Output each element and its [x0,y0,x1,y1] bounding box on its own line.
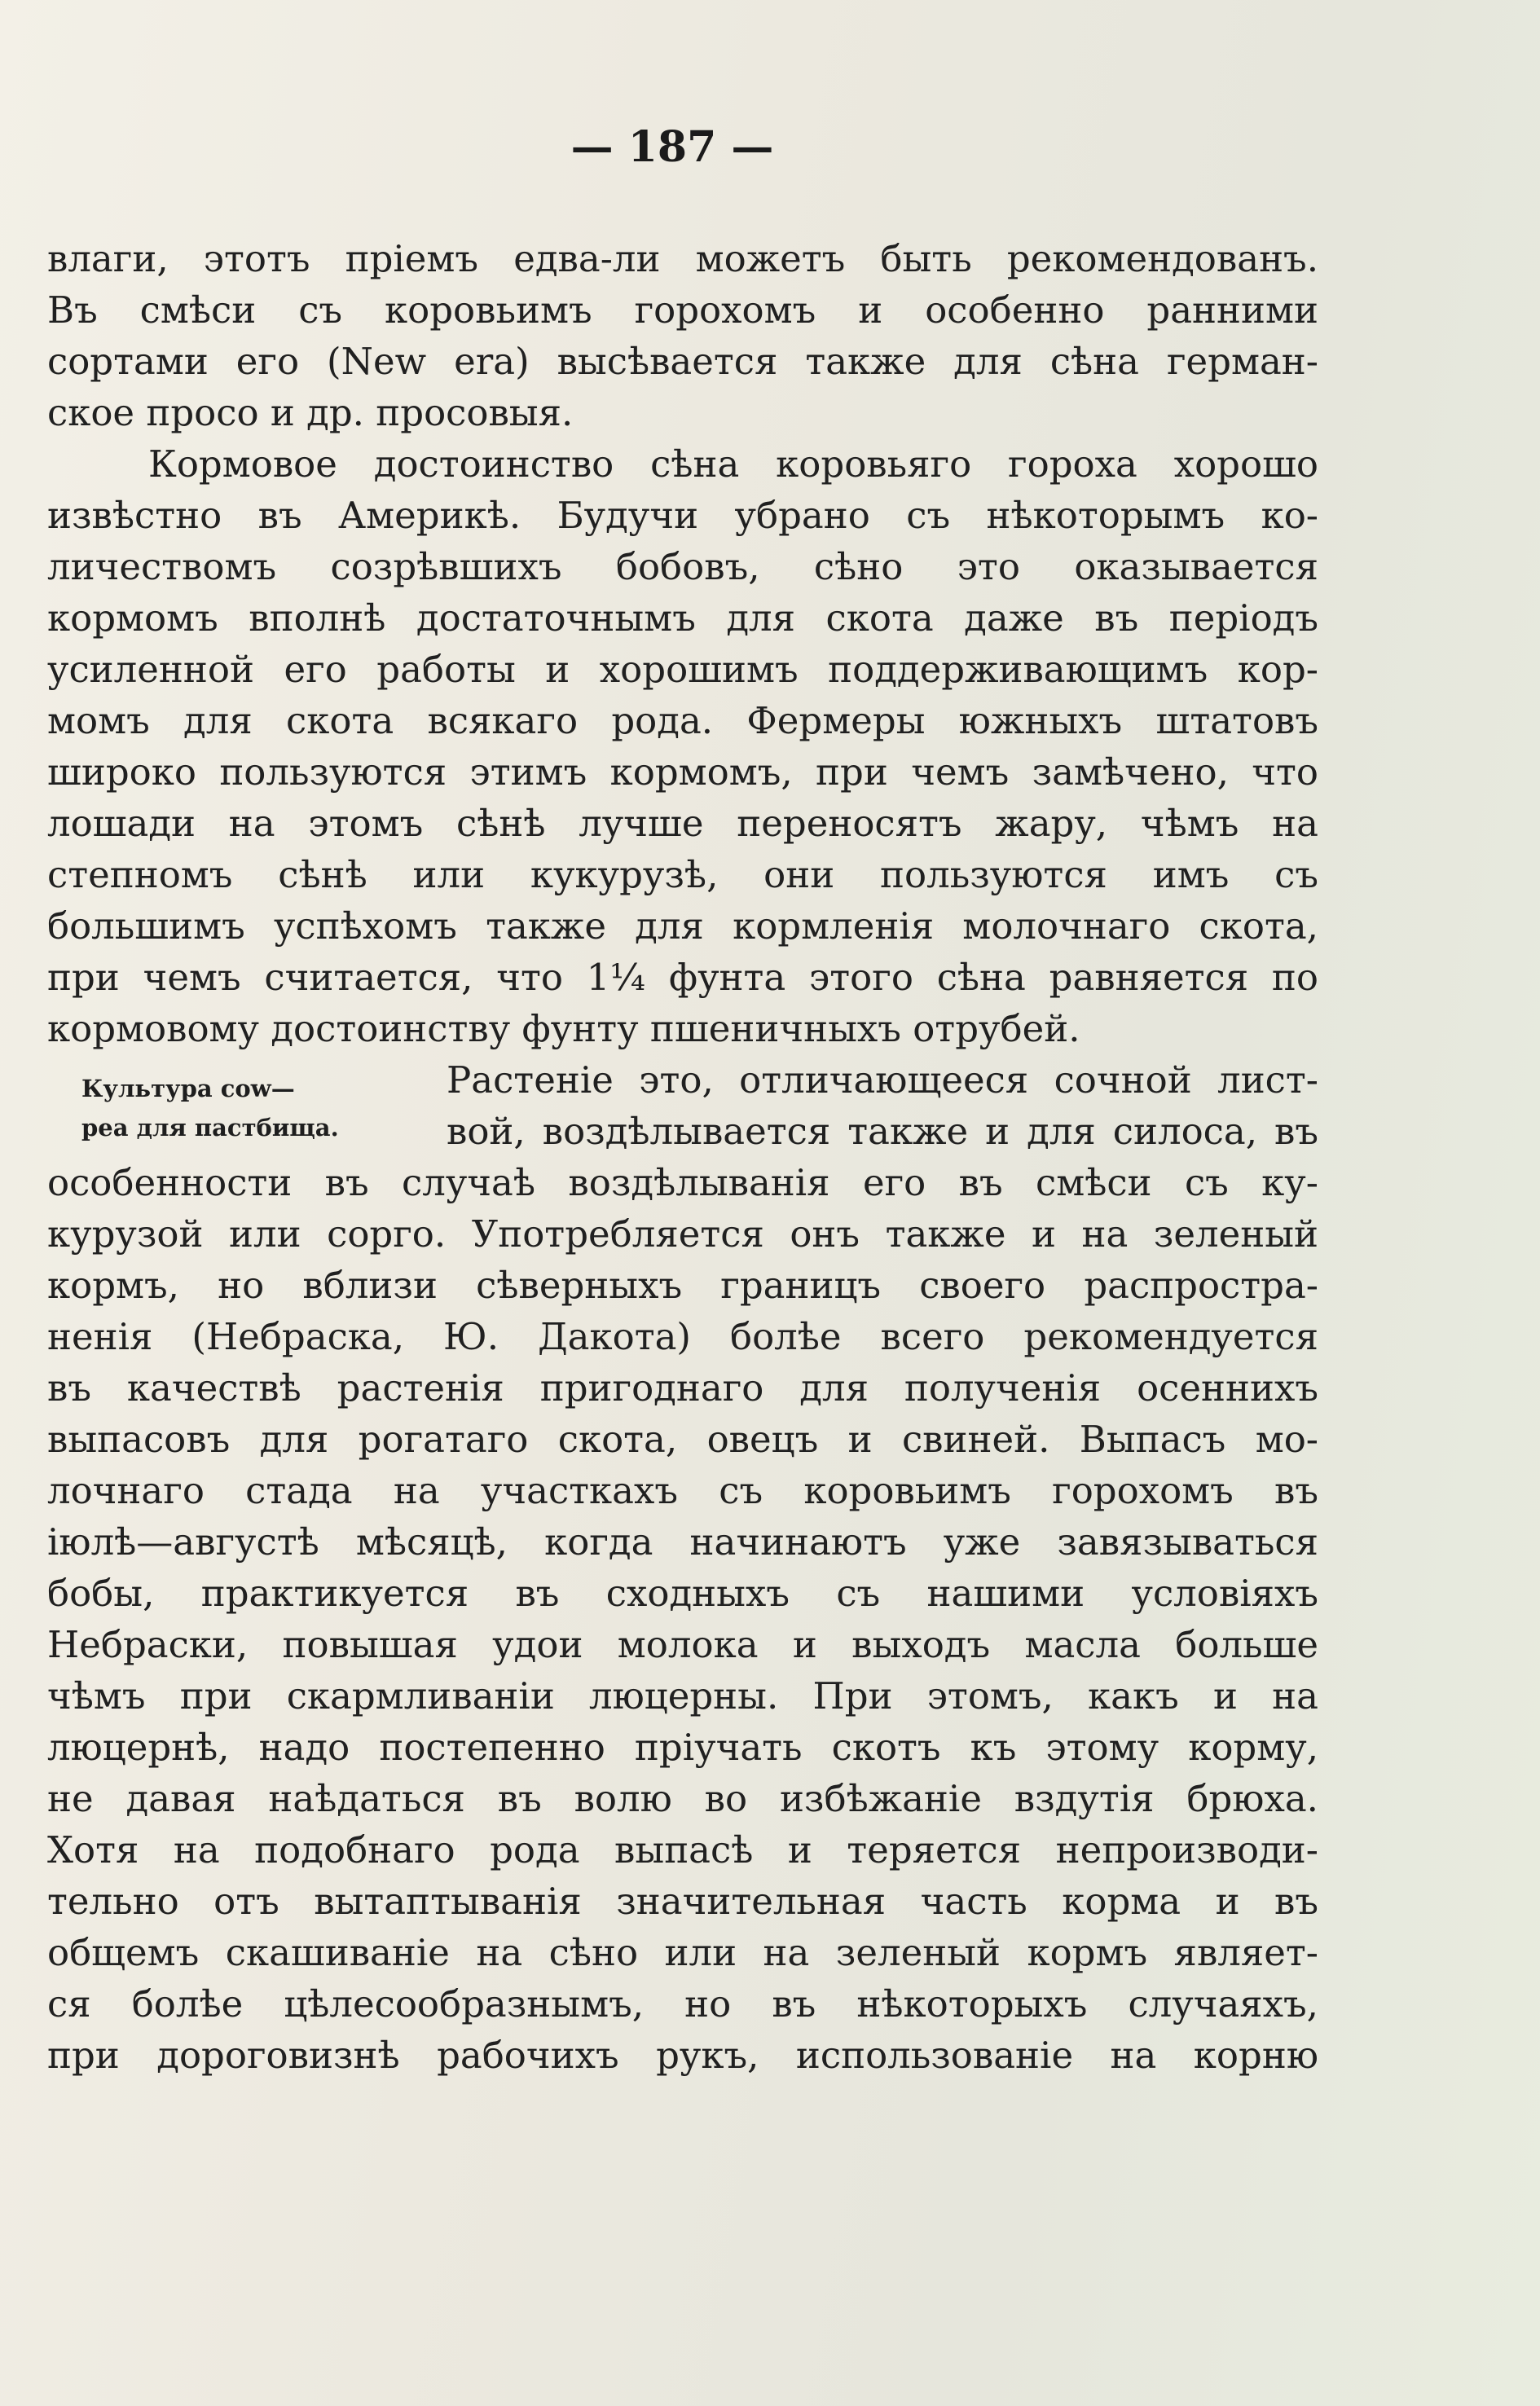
text-line: Въ смѣси съ коровьимъ горохомъ и особенно ранними [47,288,1318,332]
text-line: чѣмъ при скармливаніи люцерны. При этомъ, какъ и на [47,1674,1318,1718]
text-line: люцернѣ, надо постепенно пріучать скотъ къ этому корму, [47,1726,1318,1769]
text-line: влаги, этотъ пріемъ едва-ли можетъ быть рекомендованъ. [47,237,1318,280]
text-line: извѣстно въ Америкѣ. Будучи убрано съ нѣкоторымъ ко- [47,494,1318,537]
text-line: ское просо и др. просовыя. [47,391,574,434]
text-line: бобы, практикуется въ сходныхъ съ нашими условіяхъ [47,1572,1318,1615]
text-line: личествомъ созрѣвшихъ бобовъ, сѣно это оказывается [47,545,1318,588]
text-line: при чемъ считается, что 1¼ фунта этого сѣна равняется по [47,956,1318,999]
text-line: сортами его (New era) высѣвается также для сѣна герман- [47,340,1318,383]
text-line: степномъ сѣнѣ или кукурузѣ, они пользуются имъ съ [47,853,1318,896]
text-line: большимъ успѣхомъ также для кормленія молочнаго скота, [47,904,1318,948]
text-line: Хотя на подобнаго рода выпасѣ и теряется непроизводи- [47,1828,1318,1872]
text-line: кормомъ вполнѣ достаточнымъ для скота даже въ періодъ [47,596,1318,640]
page-number: — 187 — [570,122,774,172]
text-line: ненія (Небраска, Ю. Дакота) болѣе всего рекомендуется [47,1315,1318,1358]
text-line: особенности въ случаѣ воздѣлыванія его въ смѣси съ ку- [47,1161,1318,1204]
text-line: момъ для скота всякаго рода. Фермеры южныхъ штатовъ [47,699,1318,742]
text-line: широко пользуются этимъ кормомъ, при чемъ замѣчено, что [47,750,1318,794]
text-line: выпасовъ для рогатаго скота, овецъ и свиней. Выпасъ мо- [47,1418,1318,1461]
text-line: общемъ скашиваніе на сѣно или на зеленый кормъ являет- [47,1931,1318,1974]
text-line: Небраски, повышая удои молока и выходъ масла больше [47,1623,1318,1666]
text-line: въ качествѣ растенія пригоднаго для полученія осеннихъ [47,1366,1318,1410]
sidenote-title-line-2: pea для пастбища. [81,1114,339,1141]
text-line: лошади на этомъ сѣнѣ лучше переносятъ жару, чѣмъ на [47,802,1318,845]
text-line: вой, воздѣлывается также и для силоса, въ [447,1110,1318,1153]
text-line: усиленной его работы и хорошимъ поддерживающимъ кор- [47,648,1318,691]
text-line: іюлѣ—августѣ мѣсяцѣ, когда начинаютъ уже завязываться [47,1520,1318,1564]
text-line: тельно отъ вытаптыванія значительная часть корма и въ [47,1880,1318,1923]
text-line: кормъ, но вблизи сѣверныхъ границъ своего распростра- [47,1264,1318,1307]
text-line: не давая наѣдаться въ волю во избѣжаніе вздутія брюха. [47,1777,1318,1820]
text-line: при дороговизнѣ рабочихъ рукъ, использованіе на корню [47,2034,1318,2077]
sidenote-title-line-1: Культура cow— [81,1075,295,1102]
text-line: Кормовое достоинство сѣна коровьяго гороха хорошо [148,442,1318,486]
text-line: ся болѣе цѣлесообразнымъ, но въ нѣкоторыхъ случаяхъ, [47,1982,1318,2026]
text-line: кормовому достоинству фунту пшеничныхъ отрубей. [47,1007,1080,1050]
text-line: курузой или сорго. Употребляется онъ также и на зеленый [47,1212,1318,1256]
text-line: лочнаго стада на участкахъ съ коровьимъ горохомъ въ [47,1469,1318,1512]
text-line: Растеніе это, отличающееся сочной лист- [447,1058,1318,1102]
